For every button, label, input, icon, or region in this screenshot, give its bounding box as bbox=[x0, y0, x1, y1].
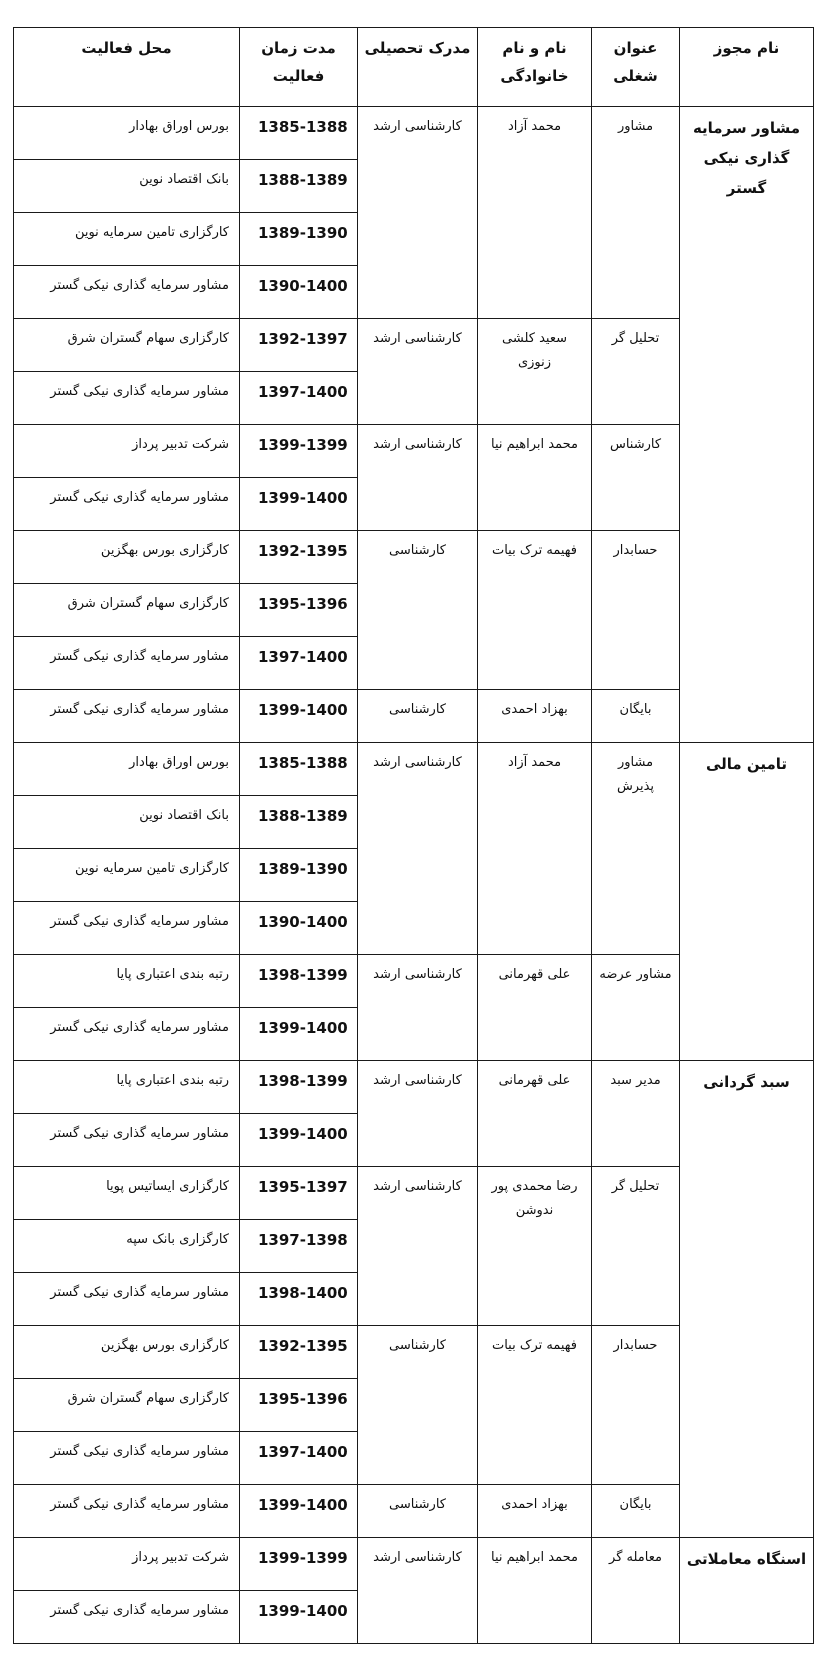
place-cell: کارگزاری سهام گستران شرق bbox=[14, 1379, 240, 1432]
place-cell: مشاور سرمایه گذاری نیکی گستر bbox=[14, 637, 240, 690]
place-cell: کارگزاری سهام گستران شرق bbox=[14, 319, 240, 372]
period-cell: 1390-1400 bbox=[240, 266, 358, 319]
place-cell: مشاور سرمایه گذاری نیکی گستر bbox=[14, 1485, 240, 1538]
place-cell: کارگزاری بورس بهگزین bbox=[14, 531, 240, 584]
period-cell: 1390-1400 bbox=[240, 902, 358, 955]
table-row bbox=[14, 1061, 814, 1114]
place-cell: بانک اقتصاد نوین bbox=[14, 796, 240, 849]
header-place: محل فعالیت bbox=[14, 28, 240, 107]
place-cell: مشاور سرمایه گذاری نیکی گستر bbox=[14, 690, 240, 743]
period-cell: 1399-1400 bbox=[240, 690, 358, 743]
period-cell: 1399-1400 bbox=[240, 1008, 358, 1061]
license-cell: اسنگاه معاملاتی bbox=[680, 1538, 814, 1644]
degree-cell: کارشناسی ارشد bbox=[358, 319, 478, 425]
period-cell: 1395-1397 bbox=[240, 1167, 358, 1220]
degree-cell: کارشناسی ارشد bbox=[358, 1167, 478, 1326]
period-cell: 1399-1400 bbox=[240, 1485, 358, 1538]
period-cell: 1399-1400 bbox=[240, 1591, 358, 1644]
period-cell: 1385-1388 bbox=[240, 107, 358, 160]
license-cell: تامین مالی bbox=[680, 743, 814, 1061]
header-license: نام مجوز bbox=[680, 28, 814, 107]
place-cell: مشاور سرمایه گذاری نیکی گستر bbox=[14, 1591, 240, 1644]
degree-cell: کارشناسی ارشد bbox=[358, 955, 478, 1061]
job-title-cell: مدیر سبد bbox=[592, 1061, 680, 1167]
name-cell: محمد ابراهیم نیا bbox=[478, 425, 592, 531]
name-cell: بهزاد احمدی bbox=[478, 690, 592, 743]
place-cell: کارگزاری بانک سپه bbox=[14, 1220, 240, 1273]
job-title-cell: حسابدار bbox=[592, 1326, 680, 1485]
place-cell: کارگزاری سهام گستران شرق bbox=[14, 584, 240, 637]
period-cell: 1385-1388 bbox=[240, 743, 358, 796]
table-row bbox=[14, 1538, 814, 1591]
period-cell: 1398-1399 bbox=[240, 955, 358, 1008]
name-cell: علی قهرمانی bbox=[478, 955, 592, 1061]
place-cell: رتبه بندی اعتباری پایا bbox=[14, 955, 240, 1008]
period-cell: 1397-1398 bbox=[240, 1220, 358, 1273]
job-title-cell: مشاور پذیرش bbox=[592, 743, 680, 955]
place-cell: مشاور سرمایه گذاری نیکی گستر bbox=[14, 266, 240, 319]
period-cell: 1399-1399 bbox=[240, 425, 358, 478]
period-cell: 1392-1397 bbox=[240, 319, 358, 372]
staff-table-document bbox=[13, 27, 813, 1652]
period-cell: 1395-1396 bbox=[240, 1379, 358, 1432]
place-cell: شرکت تدبیر پرداز bbox=[14, 1538, 240, 1591]
place-cell: کارگزاری تامین سرمایه نوین bbox=[14, 849, 240, 902]
place-cell: مشاور سرمایه گذاری نیکی گستر bbox=[14, 478, 240, 531]
name-cell: محمد آزاد bbox=[478, 743, 592, 955]
period-cell: 1389-1390 bbox=[240, 849, 358, 902]
place-cell: رتبه بندی اعتباری پایا bbox=[14, 1061, 240, 1114]
period-cell: 1397-1400 bbox=[240, 1432, 358, 1485]
place-cell: بورس اوراق بهادار bbox=[14, 107, 240, 160]
period-cell: 1389-1390 bbox=[240, 213, 358, 266]
table-row bbox=[14, 743, 814, 796]
period-cell: 1398-1400 bbox=[240, 1273, 358, 1326]
name-cell: بهزاد احمدی bbox=[478, 1485, 592, 1538]
license-cell: سبد گردانی bbox=[680, 1061, 814, 1538]
header-period: مدت زمان فعالیت bbox=[240, 28, 358, 107]
period-cell: 1388-1389 bbox=[240, 796, 358, 849]
header-job-title: عنوان شغلی bbox=[592, 28, 680, 107]
period-cell: 1392-1395 bbox=[240, 1326, 358, 1379]
job-title-cell: مشاور bbox=[592, 107, 680, 319]
degree-cell: کارشناسی ارشد bbox=[358, 1538, 478, 1644]
staff-table bbox=[13, 27, 814, 1644]
period-cell: 1392-1395 bbox=[240, 531, 358, 584]
period-cell: 1388-1389 bbox=[240, 160, 358, 213]
place-cell: مشاور سرمایه گذاری نیکی گستر bbox=[14, 1432, 240, 1485]
name-cell: محمد ابراهیم نیا bbox=[478, 1538, 592, 1644]
degree-cell: کارشناسی ارشد bbox=[358, 107, 478, 319]
header-row bbox=[14, 28, 814, 107]
job-title-cell: معامله گر bbox=[592, 1538, 680, 1644]
degree-cell: کارشناسی bbox=[358, 531, 478, 690]
degree-cell: کارشناسی ارشد bbox=[358, 743, 478, 955]
table-row bbox=[14, 107, 814, 160]
period-cell: 1395-1396 bbox=[240, 584, 358, 637]
place-cell: شرکت تدبیر پرداز bbox=[14, 425, 240, 478]
name-cell: رضا محمدی پور ندوشن bbox=[478, 1167, 592, 1326]
place-cell: کارگزاری تامین سرمایه نوین bbox=[14, 213, 240, 266]
license-cell: مشاور سرمایه گذاری نیکی گستر bbox=[680, 107, 814, 743]
place-cell: مشاور سرمایه گذاری نیکی گستر bbox=[14, 372, 240, 425]
period-cell: 1399-1399 bbox=[240, 1538, 358, 1591]
job-title-cell: کارشناس bbox=[592, 425, 680, 531]
name-cell: فهیمه ترک بیات bbox=[478, 1326, 592, 1485]
degree-cell: کارشناسی bbox=[358, 1326, 478, 1485]
place-cell: مشاور سرمایه گذاری نیکی گستر bbox=[14, 902, 240, 955]
degree-cell: کارشناسی bbox=[358, 1485, 478, 1538]
place-cell: کارگزاری ایساتیس پویا bbox=[14, 1167, 240, 1220]
period-cell: 1399-1400 bbox=[240, 1114, 358, 1167]
period-cell: 1399-1400 bbox=[240, 478, 358, 531]
header-full-name: نام و نام خانوادگی bbox=[478, 28, 592, 107]
period-cell: 1397-1400 bbox=[240, 637, 358, 690]
job-title-cell: تحلیل گر bbox=[592, 1167, 680, 1326]
header-degree: مدرک تحصیلی bbox=[358, 28, 478, 107]
job-title-cell: بایگان bbox=[592, 1485, 680, 1538]
place-cell: مشاور سرمایه گذاری نیکی گستر bbox=[14, 1273, 240, 1326]
place-cell: بورس اوراق بهادار bbox=[14, 743, 240, 796]
name-cell: علی قهرمانی bbox=[478, 1061, 592, 1167]
place-cell: بانک اقتصاد نوین bbox=[14, 160, 240, 213]
degree-cell: کارشناسی bbox=[358, 690, 478, 743]
place-cell: مشاور سرمایه گذاری نیکی گستر bbox=[14, 1114, 240, 1167]
job-title-cell: بایگان bbox=[592, 690, 680, 743]
degree-cell: کارشناسی ارشد bbox=[358, 425, 478, 531]
degree-cell: کارشناسی ارشد bbox=[358, 1061, 478, 1167]
name-cell: سعید کلشی زنوزی bbox=[478, 319, 592, 425]
job-title-cell: مشاور عرضه bbox=[592, 955, 680, 1061]
name-cell: محمد آزاد bbox=[478, 107, 592, 319]
name-cell: فهیمه ترک بیات bbox=[478, 531, 592, 690]
job-title-cell: حسابدار bbox=[592, 531, 680, 690]
place-cell: مشاور سرمایه گذاری نیکی گستر bbox=[14, 1008, 240, 1061]
place-cell: کارگزاری بورس بهگزین bbox=[14, 1326, 240, 1379]
period-cell: 1398-1399 bbox=[240, 1061, 358, 1114]
period-cell: 1397-1400 bbox=[240, 372, 358, 425]
job-title-cell: تحلیل گر bbox=[592, 319, 680, 425]
